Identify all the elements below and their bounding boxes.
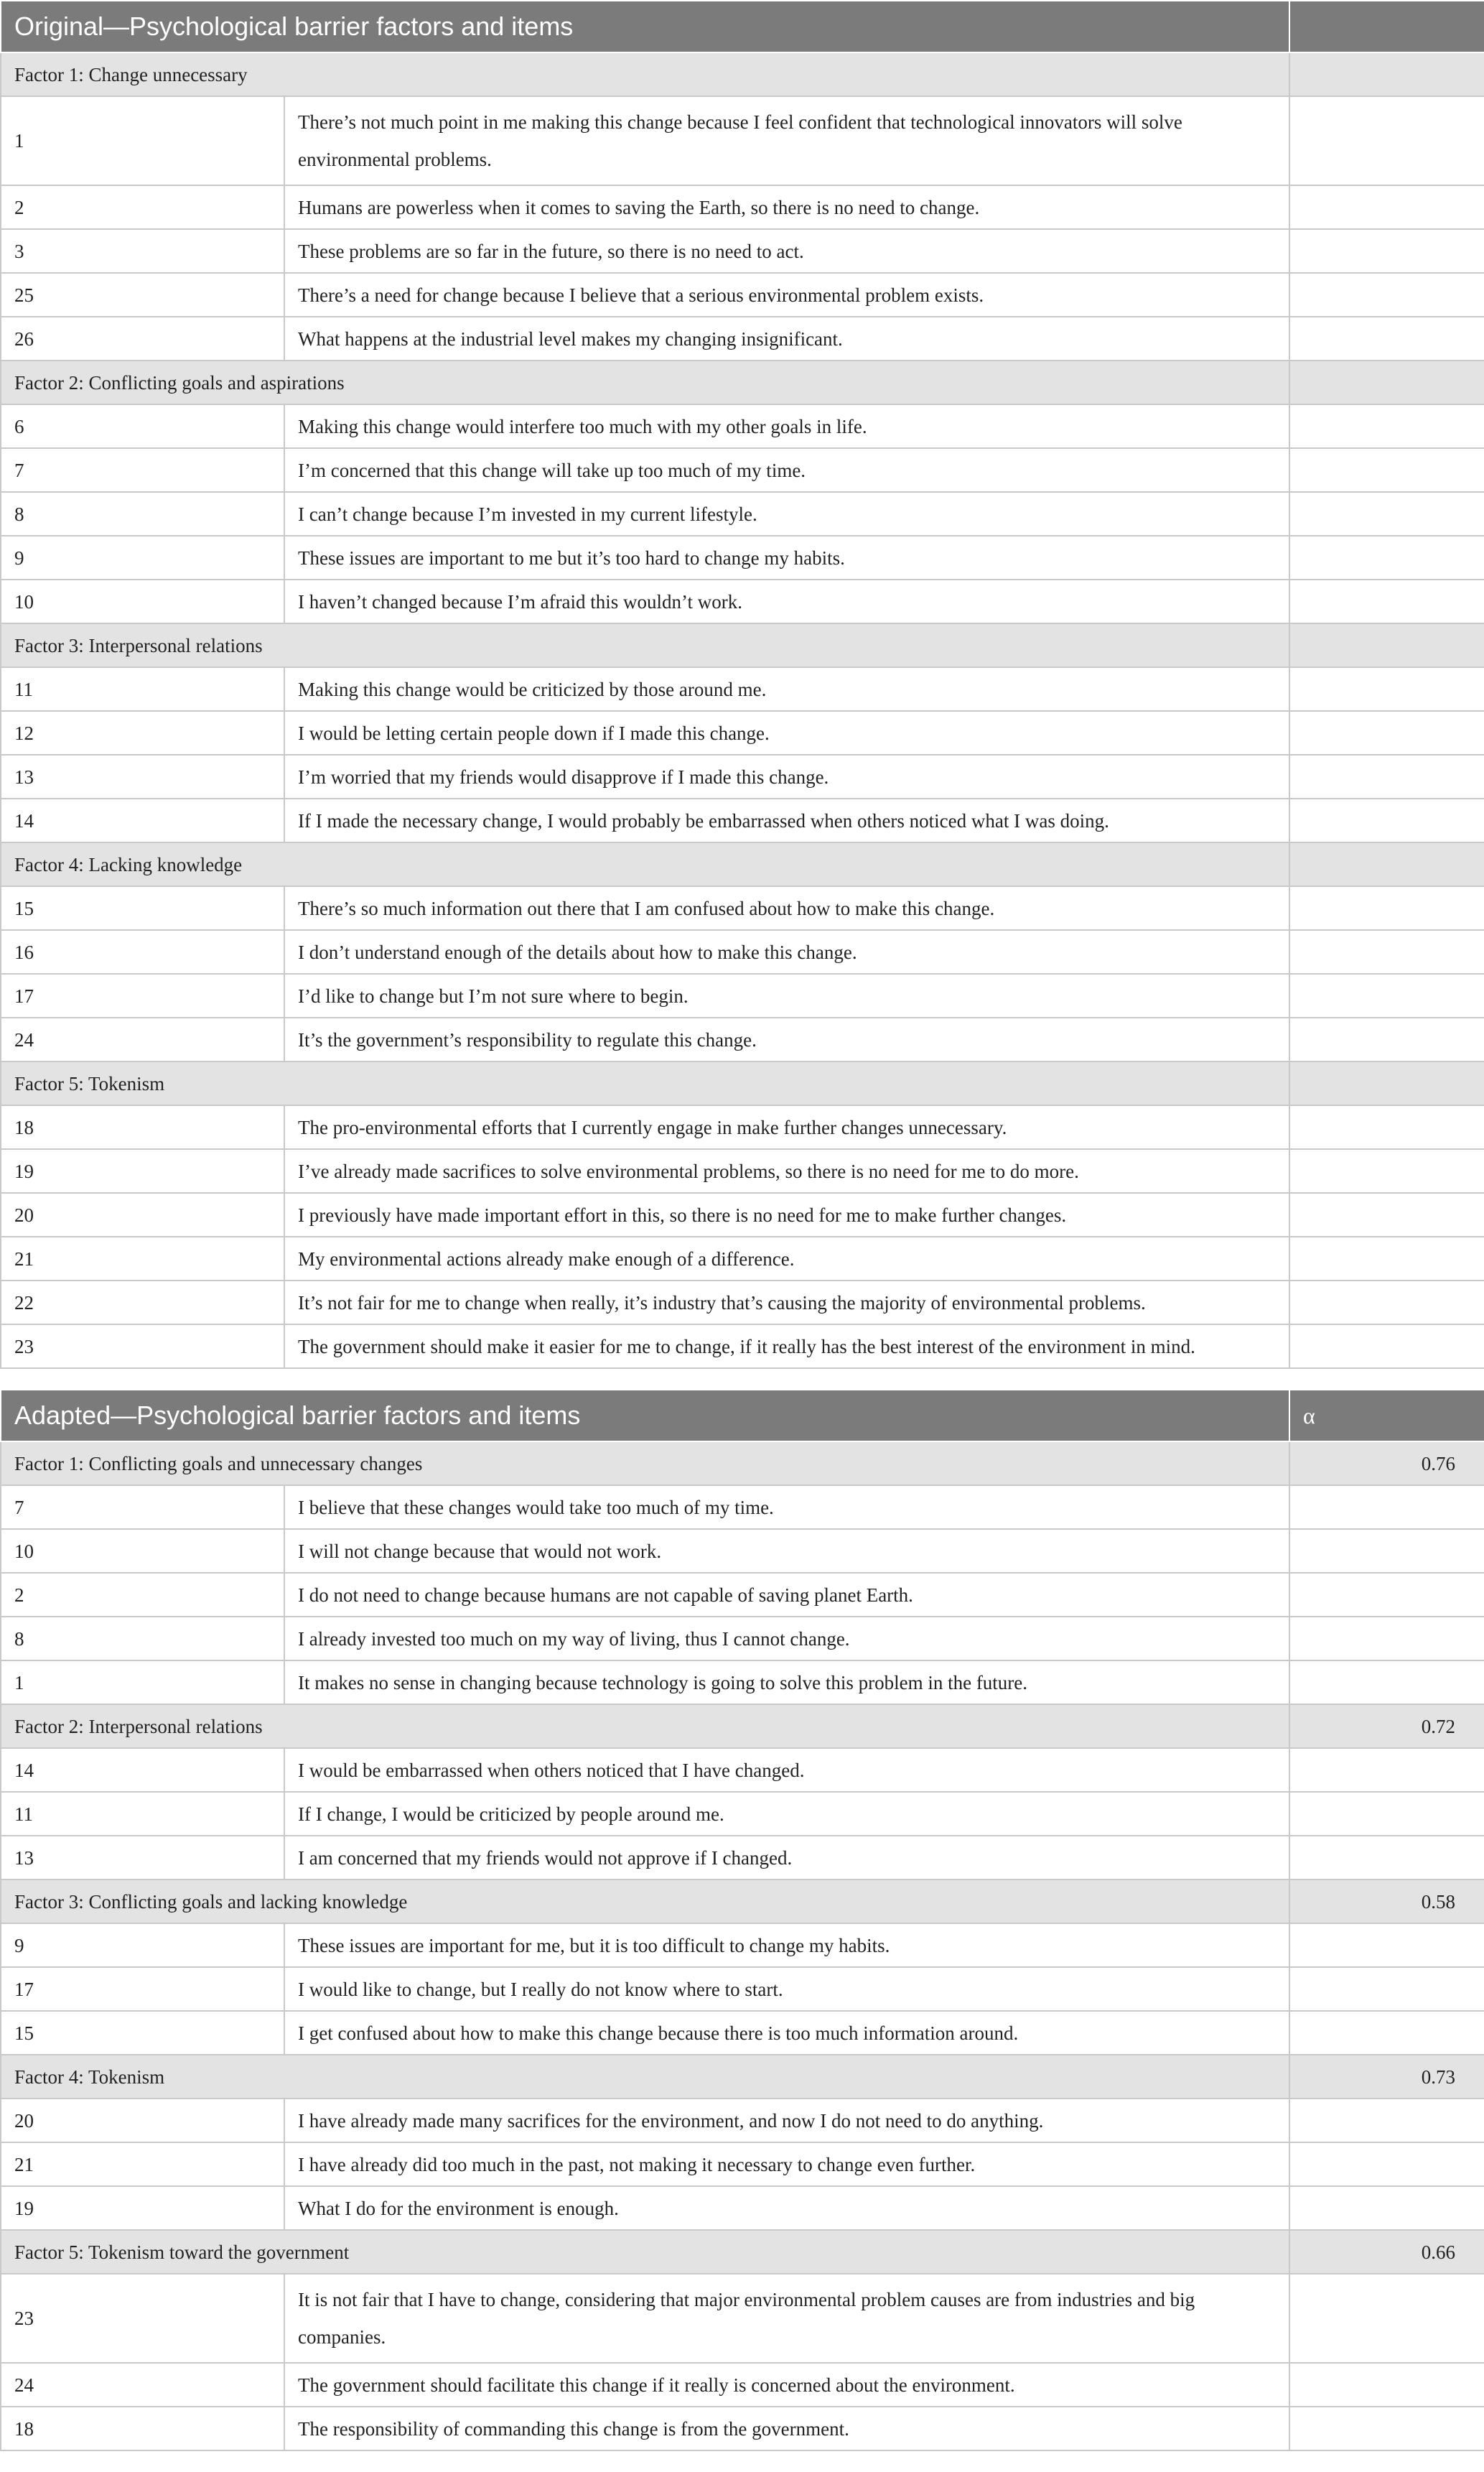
item-row xyxy=(1,96,1484,185)
item-text: What happens at the industrial level makes my changing insignificant. xyxy=(284,317,1289,361)
item-number: 20 xyxy=(1,1193,284,1237)
item-empty-cell xyxy=(1289,492,1484,536)
item-empty-cell xyxy=(1289,1281,1484,1324)
item-text: There’s so much information out there that I am confused about how to make this change. xyxy=(284,886,1289,930)
item-number: 2 xyxy=(1,1573,284,1617)
item-empty-cell xyxy=(1289,974,1484,1018)
item-text: I can’t change because I’m invested in my current lifestyle. xyxy=(284,492,1289,536)
factor-empty-cell xyxy=(1289,1061,1484,1105)
factor-alpha: 0.66 xyxy=(1289,2230,1484,2274)
item-row xyxy=(1,2099,1484,2142)
item-empty-cell xyxy=(1289,273,1484,317)
item-empty-cell xyxy=(1289,229,1484,273)
item-text: If I change, I would be criticized by people around me. xyxy=(284,1792,1289,1836)
original-table-body xyxy=(1,1,1484,1368)
factor-alpha: 0.58 xyxy=(1289,1879,1484,1923)
item-number: 12 xyxy=(1,711,284,755)
item-text: These issues are important for me, but it is too difficult to change my habits. xyxy=(284,1923,1289,1967)
item-row xyxy=(1,1324,1484,1368)
item-number: 10 xyxy=(1,1529,284,1573)
factor-empty-cell xyxy=(1289,361,1484,404)
item-text: These problems are so far in the future, so there is no need to act. xyxy=(284,229,1289,273)
item-empty-cell xyxy=(1289,2186,1484,2230)
adapted-table-title: Adapted—Psychological barrier factors and items xyxy=(1,1390,1289,1441)
item-text: I’ve already made sacrifices to solve environmental problems, so there is no need for me to do more. xyxy=(284,1149,1289,1193)
item-number: 13 xyxy=(1,1836,284,1879)
item-row xyxy=(1,1573,1484,1617)
item-number: 25 xyxy=(1,273,284,317)
item-empty-cell xyxy=(1289,2011,1484,2055)
item-text: I already invested too much on my way of living, thus I cannot change. xyxy=(284,1617,1289,1660)
factor-label: Factor 1: Change unnecessary xyxy=(1,52,1289,96)
item-empty-cell xyxy=(1289,536,1484,580)
item-text: What I do for the environment is enough. xyxy=(284,2186,1289,2230)
item-row xyxy=(1,1836,1484,1879)
item-empty-cell xyxy=(1289,1324,1484,1368)
factor-row xyxy=(1,1441,1484,1485)
item-text: I believe that these changes would take too much of my time. xyxy=(284,1485,1289,1529)
item-empty-cell xyxy=(1289,1105,1484,1149)
item-row xyxy=(1,2363,1484,2407)
item-row xyxy=(1,317,1484,361)
item-row xyxy=(1,1485,1484,1529)
item-number: 11 xyxy=(1,667,284,711)
item-row xyxy=(1,974,1484,1018)
item-text: It’s not fair for me to change when really, it’s industry that’s causing the majority of environmental problems. xyxy=(284,1281,1289,1324)
item-row xyxy=(1,2407,1484,2450)
item-row xyxy=(1,1792,1484,1836)
item-number: 1 xyxy=(1,96,284,185)
factor-row xyxy=(1,52,1484,96)
item-empty-cell xyxy=(1289,317,1484,361)
item-row xyxy=(1,536,1484,580)
factor-row xyxy=(1,842,1484,886)
item-empty-cell xyxy=(1289,755,1484,799)
item-number: 8 xyxy=(1,1617,284,1660)
item-row xyxy=(1,711,1484,755)
item-empty-cell xyxy=(1289,1529,1484,1573)
item-text: If I made the necessary change, I would probably be embarrassed when others noticed what I was doing. xyxy=(284,799,1289,842)
item-empty-cell xyxy=(1289,2407,1484,2450)
item-number: 8 xyxy=(1,492,284,536)
item-number: 16 xyxy=(1,930,284,974)
item-empty-cell xyxy=(1289,711,1484,755)
factor-alpha: 0.73 xyxy=(1289,2055,1484,2099)
item-empty-cell xyxy=(1289,667,1484,711)
item-empty-cell xyxy=(1289,1485,1484,1529)
item-row xyxy=(1,2186,1484,2230)
item-text: The pro-environmental efforts that I currently engage in make further changes unnecessary. xyxy=(284,1105,1289,1149)
item-text: It is not fair that I have to change, considering that major environmental problem causes are from industries and big companies. xyxy=(284,2274,1289,2363)
item-number: 22 xyxy=(1,1281,284,1324)
factor-row xyxy=(1,2230,1484,2274)
alpha-column-header: α xyxy=(1289,1390,1484,1441)
item-number: 17 xyxy=(1,1967,284,2011)
item-text: I am concerned that my friends would not approve if I changed. xyxy=(284,1836,1289,1879)
item-empty-cell xyxy=(1289,1237,1484,1281)
item-number: 9 xyxy=(1,536,284,580)
item-text: Making this change would be criticized by those around me. xyxy=(284,667,1289,711)
factor-empty-cell xyxy=(1289,842,1484,886)
item-text: I will not change because that would not work. xyxy=(284,1529,1289,1573)
item-row xyxy=(1,229,1484,273)
item-number: 20 xyxy=(1,2099,284,2142)
item-empty-cell xyxy=(1289,2099,1484,2142)
item-text: Humans are powerless when it comes to saving the Earth, so there is no need to change. xyxy=(284,185,1289,229)
table-gap xyxy=(0,1369,1484,1389)
item-empty-cell xyxy=(1289,185,1484,229)
factor-label: Factor 3: Conflicting goals and lacking knowledge xyxy=(1,1879,1289,1923)
item-empty-cell xyxy=(1289,1748,1484,1792)
factor-alpha: 0.72 xyxy=(1289,1704,1484,1748)
item-empty-cell xyxy=(1289,1149,1484,1193)
item-row xyxy=(1,580,1484,623)
item-row xyxy=(1,1237,1484,1281)
item-text: I previously have made important effort in this, so there is no need for me to make further changes. xyxy=(284,1193,1289,1237)
item-text: I would like to change, but I really do not know where to start. xyxy=(284,1967,1289,2011)
factor-row xyxy=(1,623,1484,667)
item-text: There’s not much point in me making this change because I feel confident that technological innovators will solve environmental problems. xyxy=(284,96,1289,185)
item-row xyxy=(1,1748,1484,1792)
adapted-table xyxy=(0,1389,1484,2451)
item-text: I have already made many sacrifices for the environment, and now I do not need to do anything. xyxy=(284,2099,1289,2142)
item-empty-cell xyxy=(1289,930,1484,974)
item-row xyxy=(1,1105,1484,1149)
item-text: I don’t understand enough of the details about how to make this change. xyxy=(284,930,1289,974)
item-row xyxy=(1,1281,1484,1324)
item-number: 11 xyxy=(1,1792,284,1836)
item-row xyxy=(1,2011,1484,2055)
item-row xyxy=(1,185,1484,229)
item-number: 3 xyxy=(1,229,284,273)
item-number: 13 xyxy=(1,755,284,799)
factor-row xyxy=(1,361,1484,404)
item-empty-cell xyxy=(1289,1193,1484,1237)
item-number: 18 xyxy=(1,1105,284,1149)
factor-row xyxy=(1,1704,1484,1748)
item-row xyxy=(1,886,1484,930)
factor-label: Factor 4: Tokenism xyxy=(1,2055,1289,2099)
item-empty-cell xyxy=(1289,886,1484,930)
item-text: I’m worried that my friends would disapprove if I made this change. xyxy=(284,755,1289,799)
factor-label: Factor 1: Conflicting goals and unnecessary changes xyxy=(1,1441,1289,1485)
factor-label: Factor 2: Interpersonal relations xyxy=(1,1704,1289,1748)
item-number: 10 xyxy=(1,580,284,623)
item-text: It makes no sense in changing because technology is going to solve this problem in the future. xyxy=(284,1660,1289,1704)
item-number: 24 xyxy=(1,1018,284,1061)
item-number: 18 xyxy=(1,2407,284,2450)
item-row xyxy=(1,755,1484,799)
item-text: I haven’t changed because I’m afraid this wouldn’t work. xyxy=(284,580,1289,623)
item-number: 23 xyxy=(1,2274,284,2363)
item-row xyxy=(1,1967,1484,2011)
item-empty-cell xyxy=(1289,2142,1484,2186)
item-row xyxy=(1,799,1484,842)
item-number: 21 xyxy=(1,2142,284,2186)
item-row xyxy=(1,1529,1484,1573)
item-row xyxy=(1,930,1484,974)
item-empty-cell xyxy=(1289,1617,1484,1660)
item-row xyxy=(1,1660,1484,1704)
original-table-header-empty xyxy=(1289,1,1484,52)
item-empty-cell xyxy=(1289,1792,1484,1836)
item-empty-cell xyxy=(1289,1923,1484,1967)
item-empty-cell xyxy=(1289,96,1484,185)
item-number: 24 xyxy=(1,2363,284,2407)
item-number: 9 xyxy=(1,1923,284,1967)
item-row xyxy=(1,448,1484,492)
item-number: 2 xyxy=(1,185,284,229)
adapted-table-body xyxy=(1,1390,1484,2450)
item-number: 17 xyxy=(1,974,284,1018)
item-number: 14 xyxy=(1,1748,284,1792)
factor-label: Factor 2: Conflicting goals and aspirations xyxy=(1,361,1289,404)
item-number: 6 xyxy=(1,404,284,448)
item-text: I do not need to change because humans are not capable of saving planet Earth. xyxy=(284,1573,1289,1617)
factor-empty-cell xyxy=(1289,52,1484,96)
factor-row xyxy=(1,1061,1484,1105)
item-empty-cell xyxy=(1289,1018,1484,1061)
item-row xyxy=(1,2274,1484,2363)
item-row xyxy=(1,273,1484,317)
item-number: 1 xyxy=(1,1660,284,1704)
item-text: I’m concerned that this change will take up too much of my time. xyxy=(284,448,1289,492)
factor-row xyxy=(1,2055,1484,2099)
item-empty-cell xyxy=(1289,2363,1484,2407)
item-empty-cell xyxy=(1289,580,1484,623)
item-number: 14 xyxy=(1,799,284,842)
item-text: The responsibility of commanding this change is from the government. xyxy=(284,2407,1289,2450)
item-text: The government should facilitate this change if it really is concerned about the environment. xyxy=(284,2363,1289,2407)
item-empty-cell xyxy=(1289,404,1484,448)
item-number: 21 xyxy=(1,1237,284,1281)
item-empty-cell xyxy=(1289,2274,1484,2363)
factor-alpha: 0.76 xyxy=(1289,1441,1484,1485)
item-number: 19 xyxy=(1,1149,284,1193)
factor-label: Factor 5: Tokenism toward the government xyxy=(1,2230,1289,2274)
item-number: 15 xyxy=(1,886,284,930)
item-text: Making this change would interfere too much with my other goals in life. xyxy=(284,404,1289,448)
item-text: I would be embarrassed when others noticed that I have changed. xyxy=(284,1748,1289,1792)
item-empty-cell xyxy=(1289,1573,1484,1617)
item-row xyxy=(1,1617,1484,1660)
factor-row xyxy=(1,1879,1484,1923)
item-number: 7 xyxy=(1,1485,284,1529)
factor-label: Factor 5: Tokenism xyxy=(1,1061,1289,1105)
item-text: I’d like to change but I’m not sure where to begin. xyxy=(284,974,1289,1018)
factor-label: Factor 4: Lacking knowledge xyxy=(1,842,1289,886)
item-row xyxy=(1,1193,1484,1237)
item-text: There’s a need for change because I believe that a serious environmental problem exists. xyxy=(284,273,1289,317)
adapted-table-header-row xyxy=(1,1390,1484,1441)
item-number: 19 xyxy=(1,2186,284,2230)
item-empty-cell xyxy=(1289,1660,1484,1704)
item-empty-cell xyxy=(1289,448,1484,492)
item-number: 15 xyxy=(1,2011,284,2055)
item-row xyxy=(1,1923,1484,1967)
factor-label: Factor 3: Interpersonal relations xyxy=(1,623,1289,667)
factor-empty-cell xyxy=(1289,623,1484,667)
item-text: I get confused about how to make this change because there is too much information around. xyxy=(284,2011,1289,2055)
original-table-header-row xyxy=(1,1,1484,52)
item-row xyxy=(1,404,1484,448)
item-row xyxy=(1,1018,1484,1061)
item-empty-cell xyxy=(1289,799,1484,842)
item-text: I have already did too much in the past, not making it necessary to change even further. xyxy=(284,2142,1289,2186)
item-text: It’s the government’s responsibility to regulate this change. xyxy=(284,1018,1289,1061)
item-text: The government should make it easier for me to change, if it really has the best interest of the environment in mind. xyxy=(284,1324,1289,1368)
item-row xyxy=(1,2142,1484,2186)
item-row xyxy=(1,667,1484,711)
item-empty-cell xyxy=(1289,1967,1484,2011)
item-row xyxy=(1,1149,1484,1193)
item-number: 23 xyxy=(1,1324,284,1368)
item-empty-cell xyxy=(1289,1836,1484,1879)
item-number: 7 xyxy=(1,448,284,492)
item-number: 26 xyxy=(1,317,284,361)
item-text: I would be letting certain people down if I made this change. xyxy=(284,711,1289,755)
original-table-title: Original—Psychological barrier factors and items xyxy=(1,1,1289,52)
item-row xyxy=(1,492,1484,536)
item-text: These issues are important to me but it’s too hard to change my habits. xyxy=(284,536,1289,580)
item-text: My environmental actions already make enough of a difference. xyxy=(284,1237,1289,1281)
